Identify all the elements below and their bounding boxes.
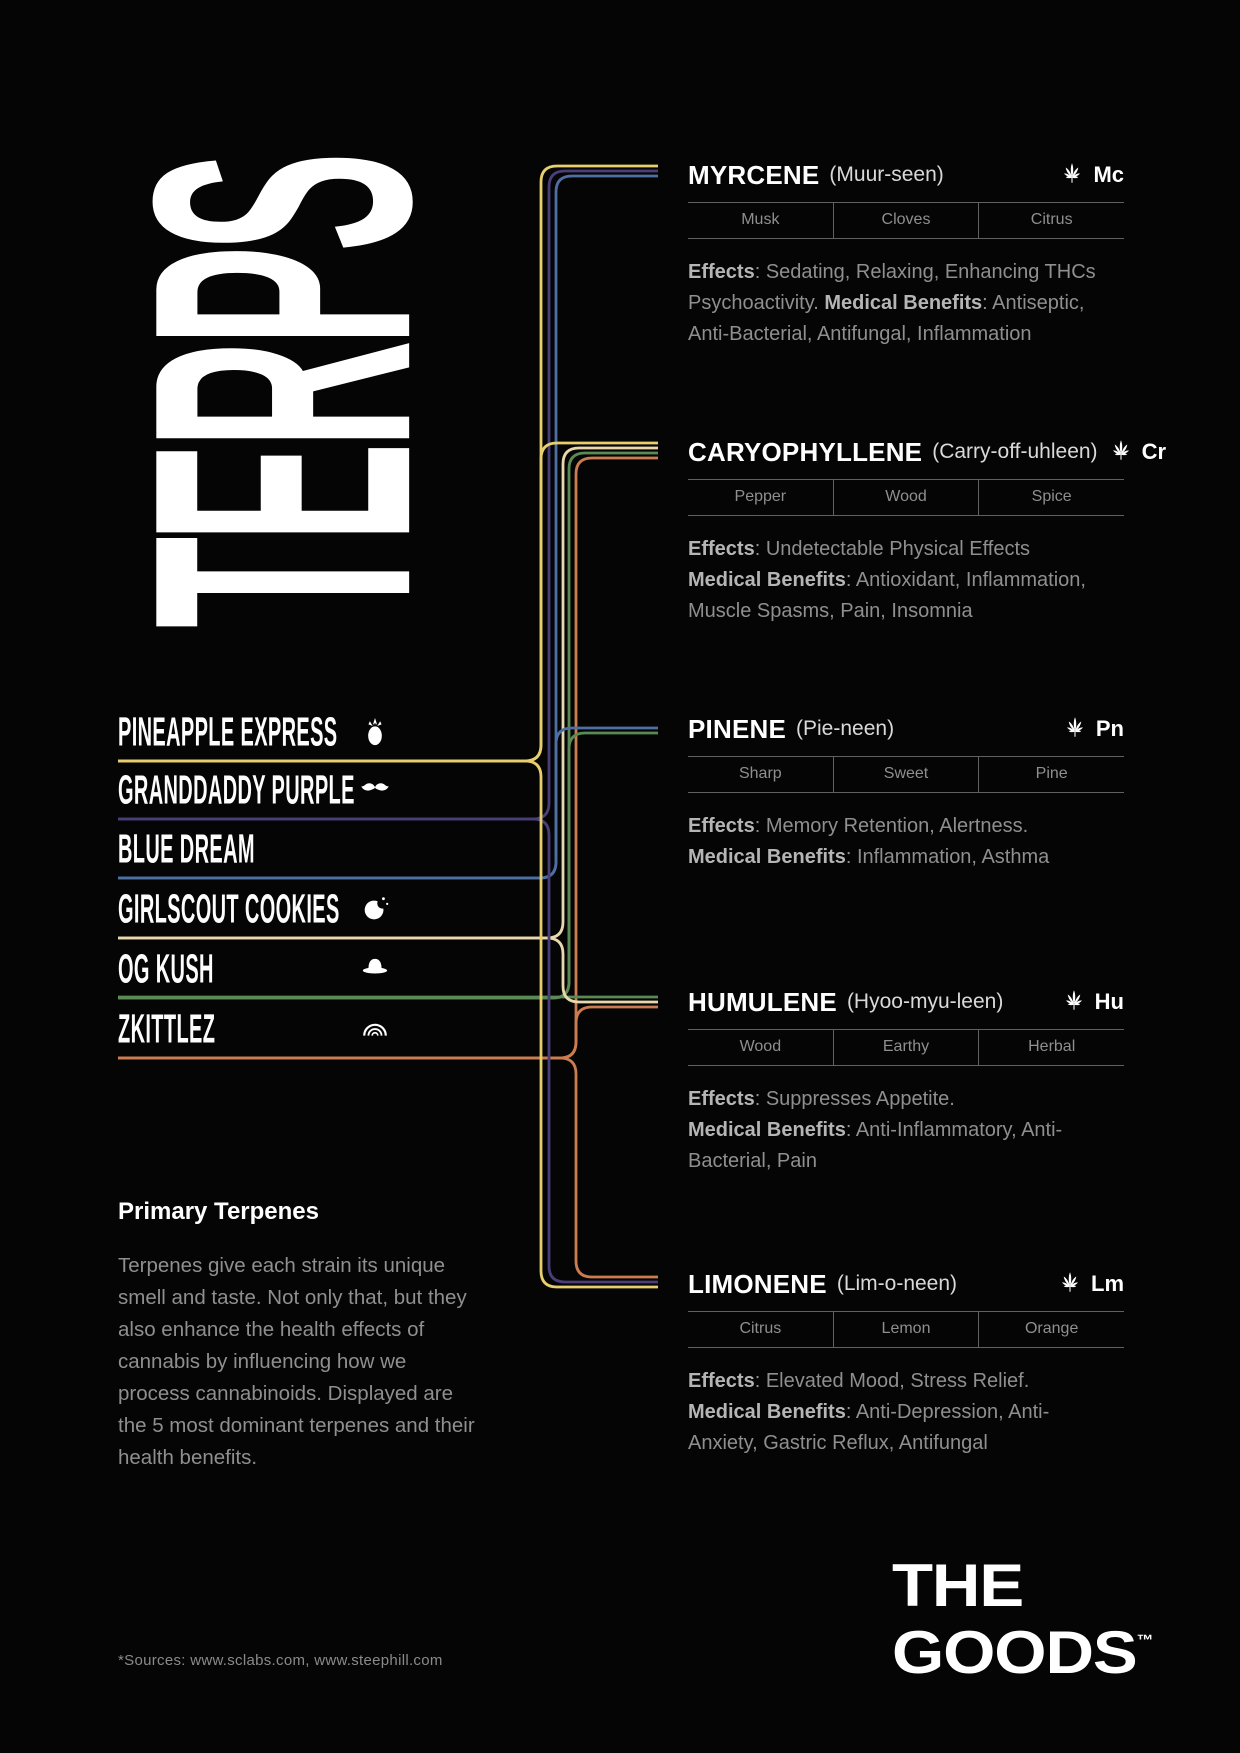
terpene-pronunciation: (Pie-neen): [796, 717, 895, 740]
flavor-cell: Orange: [978, 1312, 1124, 1347]
flavor-cell: Lemon: [833, 1312, 979, 1347]
terpene-abbreviation: Pn: [1095, 716, 1124, 741]
cannabis-leaf-icon: [1059, 162, 1085, 188]
strain-label: GIRLSCOUT COOKIES: [118, 886, 340, 932]
moon-icon: [360, 834, 390, 864]
terpene-name: MYRCENE: [688, 159, 820, 190]
medical-benefits-text: : Inflammation, Asthma: [845, 846, 1050, 868]
rainbow-icon: [360, 1014, 390, 1044]
terpene-pronunciation: (Lim-o-neen): [836, 1272, 958, 1295]
strain-row: [118, 827, 390, 871]
pineapple-icon: [360, 717, 390, 747]
terpene-abbreviation: Cr: [1141, 439, 1167, 464]
cannabis-leaf-icon: [1062, 716, 1088, 742]
flavor-cell: Citrus: [978, 203, 1124, 238]
terpene-section: [688, 436, 1167, 627]
flavor-cell: Wood: [833, 480, 979, 515]
strain-row: [118, 768, 390, 812]
terpene-abbreviation: Lm: [1091, 1271, 1124, 1296]
flavor-cell: Pine: [978, 757, 1124, 792]
flavor-bar: [688, 1311, 1124, 1348]
effects-label: Effects: [688, 538, 755, 560]
strain-row: [118, 887, 390, 931]
cannabis-leaf-icon: [1057, 1271, 1083, 1297]
terpene-symbol-group: [1061, 989, 1124, 1015]
terpene-description: [688, 257, 1118, 350]
strain-label: PINEAPPLE EXPRESS: [118, 709, 338, 755]
strain-row: [118, 1007, 390, 1051]
terpene-name: LIMONENE: [688, 1268, 827, 1299]
flavor-cell: Citrus: [739, 1320, 782, 1337]
terpene-name: CARYOPHYLLENE: [688, 436, 923, 467]
flavor-cell: Herbal: [978, 1030, 1124, 1065]
terpene-abbreviation: Hu: [1094, 989, 1124, 1014]
flavor-cell: Spice: [978, 480, 1124, 515]
flavor-cell: Musk: [741, 211, 780, 228]
terpene-symbol-group: [1057, 1271, 1124, 1297]
flavor-cell: Earthy: [833, 1030, 979, 1065]
effects-label: Effects: [688, 1370, 755, 1392]
terpene-header: [688, 160, 1124, 190]
medical-benefits-label: Medical Benefits: [688, 846, 846, 868]
flavor-cell: Sharp: [738, 765, 782, 782]
terpene-abbreviation: Mc: [1093, 162, 1124, 187]
terpene-header: [688, 714, 1124, 744]
terpene-description: [688, 1084, 1118, 1177]
terpene-name: HUMULENE: [688, 986, 837, 1017]
primary-terpenes-heading: Primary Terpenes: [118, 1198, 319, 1225]
terpene-section: [688, 160, 1124, 350]
trademark-symbol: ™: [1136, 1632, 1154, 1649]
medical-benefits-text: : Antioxidant, Inflammation, Muscle Spasms, Pain, Insomnia: [688, 569, 1086, 622]
flavor-cell: Cloves: [833, 203, 979, 238]
effects-text: : Elevated Mood, Stress Relief.: [754, 1370, 1030, 1392]
cookie-icon: [360, 894, 390, 924]
flavor-bar: [688, 756, 1124, 793]
effects-label: Effects: [688, 815, 755, 837]
medical-benefits-label: Medical Benefits: [824, 292, 983, 314]
flavor-cell: Pepper: [734, 488, 787, 505]
strain-label: OG KUSH: [118, 946, 214, 992]
effects-text: : Sedating, Relaxing, Enhancing THCs Psychoactivity.: [688, 261, 1096, 314]
terpene-symbol-group: [1059, 162, 1124, 188]
terpene-symbol-group: [1062, 716, 1124, 742]
effects-label: Effects: [688, 1088, 755, 1110]
strain-row: [118, 710, 390, 754]
terpene-section: [688, 987, 1124, 1177]
hat-icon: [360, 954, 390, 984]
medical-benefits-text: : Anti-Inflammatory, Anti-Bacterial, Pain: [688, 1119, 1063, 1172]
brand-line-goods: GOODS™: [892, 1619, 1154, 1686]
terpene-pronunciation: (Carry-off-uhleen): [932, 440, 1098, 463]
mustache-icon: [360, 775, 390, 805]
terpene-description: [688, 811, 1118, 873]
strain-label: ZKITTLEZ: [118, 1006, 216, 1052]
flavor-bar: [688, 1029, 1124, 1066]
primary-terpenes-section: [118, 1198, 480, 1474]
terpene-header: [688, 1269, 1124, 1299]
sources-note: *Sources: www.sclabs.com, www.steephill.com: [118, 1652, 443, 1669]
medical-benefits-text: : Anti-Depression, Anti-Anxiety, Gastric Reflux, Antifungal: [688, 1401, 1050, 1454]
effects-label: Effects: [688, 261, 755, 283]
terpene-section: [688, 1269, 1124, 1459]
terpene-section: [688, 714, 1124, 873]
cannabis-leaf-icon: [1108, 439, 1134, 465]
terpene-pronunciation: (Hyoo-myu-leen): [846, 990, 1004, 1013]
terpene-description: [688, 1366, 1118, 1459]
medical-benefits-text: : Antiseptic, Anti-Bacterial, Antifungal, Inflammation: [688, 292, 1085, 345]
terpene-name: PINENE: [688, 713, 787, 744]
flavor-cell: Sweet: [833, 757, 979, 792]
primary-terpenes-body: Terpenes give each strain its unique smell and taste. Not only that, but they also enhance the health effects of cannabis by influencing how we process cannabinoids. Displayed are the 5 most dominant terpenes and their health benefits.: [118, 1254, 475, 1469]
terps-vertical-logo: TERPS: [75, 157, 488, 628]
medical-benefits-label: Medical Benefits: [688, 1119, 846, 1141]
terpene-pronunciation: (Muur-seen): [829, 163, 944, 186]
flavor-bar: [688, 479, 1124, 516]
terpene-header: [688, 436, 1167, 467]
cannabis-leaf-icon: [1061, 989, 1087, 1015]
flavor-bar: [688, 202, 1124, 239]
terpene-header: [688, 987, 1124, 1017]
effects-text: : Suppresses Appetite.: [754, 1088, 955, 1110]
flavor-cell: Wood: [739, 1038, 782, 1055]
strain-row: [118, 947, 390, 991]
medical-benefits-label: Medical Benefits: [688, 1401, 846, 1423]
effects-text: : Memory Retention, Alertness.: [754, 815, 1029, 837]
brand-line-the: THE: [892, 1552, 1024, 1619]
strain-label: BLUE DREAM: [118, 826, 255, 872]
the-goods-logo: [892, 1552, 1154, 1686]
effects-text: : Undetectable Physical Effects: [754, 538, 1031, 560]
terpene-symbol-group: [1108, 439, 1166, 465]
terpene-description: [688, 534, 1118, 627]
strain-label: GRANDDADDY PURPLE: [118, 767, 355, 813]
medical-benefits-label: Medical Benefits: [688, 569, 846, 591]
